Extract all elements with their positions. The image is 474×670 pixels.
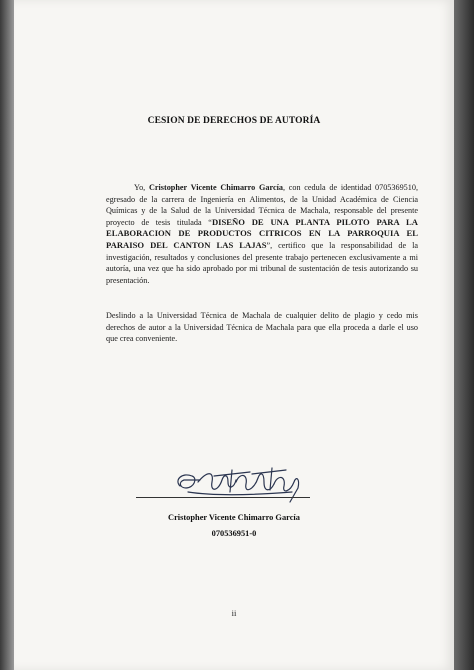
signer-name: Cristopher Vicente Chimarro García [168,513,300,522]
declaration-after-name: , con cedula de identidad 0705369510, egresado de la carrera de Ingeniería en Alimentos, de la Unidad Académica de Ciencia Químicas y de la Salud de la Universidad Técnica de Machala, responsable del presente proyecto de tesis titulada “ [106,183,419,227]
document-page [14,0,454,670]
scan-left-edge [0,0,14,670]
thesis-title: DISEÑO DE UNA PLANTA PILOTO PARA LA ELABORACION DE PRODUCTOS CITRICOS EN LA PARROQUIA EL PARAISO DEL CANTON LAS LAJAS [106,216,418,250]
handwritten-signature [174,462,304,506]
signature-line [136,497,310,498]
signer-id-number: 070536951-0 [211,529,257,538]
author-name: Cristopher Vicente Chimarro García [148,183,283,192]
document-title: CESION DE DERECHOS DE AUTORÍA [147,116,321,126]
signature-scribble [174,462,304,506]
page-number: ii [231,608,237,618]
paragraph-disclaimer: Deslindo a la Universidad Técnica de Machala de cualquier delito de plagio y cedo mis derechos de autor a la Universidad Técnica de Machala para que ella proceda a darle el uso que crea conveniente. [106,311,418,344]
declaration-intro: Yo, [134,183,149,192]
scan-right-edge [454,0,474,670]
paragraph-declaration [106,182,418,286]
declaration-after-title: ”, certifico que la responsabilidad de la investigación, resultados y conclusiones del presente trabajo pertenecen exclusivamente a mi autoría, una vez que ha sido aprobado por mi tribunal de sustentación de tesis autorizando su presentación. [106,240,418,285]
